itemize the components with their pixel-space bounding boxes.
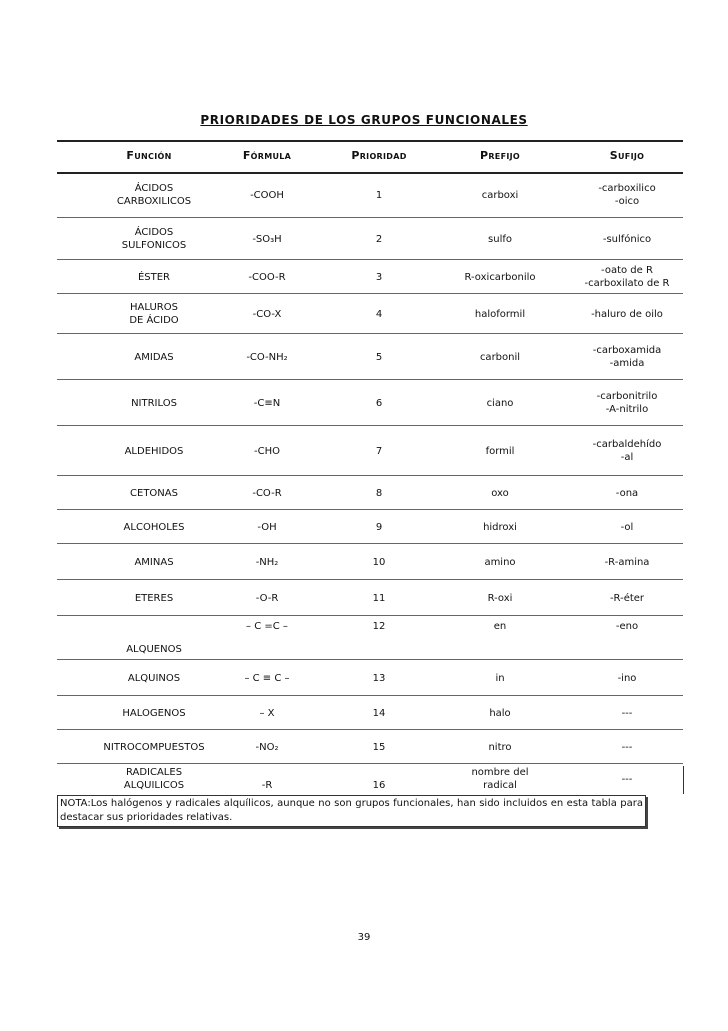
cell-formula (207, 351, 327, 364)
cell-formula (207, 445, 327, 458)
cell-line: -CO-R (252, 488, 282, 499)
cell-sufijo (562, 707, 692, 720)
cell-line: -oato de R (601, 265, 653, 276)
cell-prioridad (319, 521, 439, 534)
cell-line: RADICALES (125, 767, 183, 778)
cell-line: -CHO (254, 446, 280, 457)
cell-line: -O-R (255, 593, 279, 604)
cell-formula (207, 556, 327, 569)
cell-formula (207, 487, 327, 500)
header-prefijo: Prefijo (479, 149, 520, 162)
cell-line: 8 (375, 488, 383, 499)
cell-line: -eno (615, 621, 639, 632)
cell-line: HALOGENOS (122, 708, 186, 719)
cell-line: 3 (375, 272, 383, 283)
cell-line: hidroxi (483, 522, 517, 533)
cell-line: AMIDAS (134, 352, 174, 363)
cell-line: 10 (372, 557, 386, 568)
cell-prioridad (319, 487, 439, 500)
cell-line: – C ≡ C – (244, 673, 290, 684)
cell-line: 15 (372, 742, 386, 753)
cell-formula (207, 592, 327, 605)
cell-line: -R (261, 780, 273, 791)
cell-line: -haluro de oilo (591, 309, 663, 320)
cell-prefijo (437, 620, 563, 633)
cell-sufijo (562, 264, 692, 290)
cell-line: SULFONICOS (121, 240, 187, 251)
cell-sufijo (562, 233, 692, 246)
cell-prioridad (319, 397, 439, 410)
cell-prefijo (437, 397, 563, 410)
header-prioridad: Prioridad (351, 149, 407, 162)
cell-line: ALCOHOLES (123, 522, 185, 533)
cell-line: AMINAS (134, 557, 174, 568)
cell-line: -al (620, 452, 634, 463)
cell-prioridad (319, 707, 439, 720)
cell-prioridad (319, 308, 439, 321)
cell-prefijo (437, 592, 563, 605)
cell-line: -carbonitrilo (596, 391, 658, 402)
cell-line: ETERES (134, 593, 174, 604)
cell-line: ÁCIDOS (134, 227, 174, 238)
cell-line: --- (621, 742, 633, 753)
cell-line: -C≡N (253, 398, 281, 409)
cell-line: en (493, 621, 507, 632)
cell-line: carbonil (479, 352, 521, 363)
cell-line: DE ÁCIDO (129, 315, 179, 326)
cell-line: -carboxamida (592, 345, 662, 356)
cell-line: -ino (617, 673, 637, 684)
cell-formula (207, 707, 327, 720)
cell-line: oxo (491, 488, 509, 499)
cell-line: ÁCIDOS (134, 183, 174, 194)
cell-line: CETONAS (130, 488, 178, 499)
header-sufijo: Sufijo (609, 149, 645, 162)
cell-line: ALDEHIDOS (124, 446, 184, 457)
cell-prefijo (437, 487, 563, 500)
cell-formula (207, 397, 327, 410)
page-title: PRIORIDADES DE LOS GRUPOS FUNCIONALES (200, 113, 528, 127)
cell-formula (207, 741, 327, 754)
cell-line: -sulfónico (602, 234, 652, 245)
cell-line: 5 (375, 352, 383, 363)
cell-line: ALQUINOS (127, 673, 181, 684)
cell-prefijo (437, 308, 563, 321)
table-note: NOTA:Los halógenos y radicales alquílicos, aunque no son grupos funcionales, han sido incluidos en esta tabla para destacar sus prioridades relativas. (57, 795, 646, 827)
cell-line: -carbaldehído (592, 439, 662, 450)
cell-line: -A-nitrilo (605, 404, 649, 415)
cell-prefijo (437, 766, 563, 792)
cell-prioridad (319, 779, 439, 792)
cell-line: haloformil (474, 309, 526, 320)
cell-line: -ol (620, 522, 634, 533)
cell-line: 1 (375, 190, 383, 201)
cell-prefijo (437, 351, 563, 364)
cell-prefijo (437, 556, 563, 569)
table-row (57, 426, 683, 476)
cell-line: -R-éter (609, 593, 645, 604)
table-row (57, 616, 683, 660)
header-funcion: Función (126, 149, 172, 162)
cell-formula (207, 308, 327, 321)
cell-formula (207, 521, 327, 534)
cell-prioridad (319, 271, 439, 284)
cell-line: ÉSTER (137, 272, 171, 283)
table-row (57, 476, 683, 510)
cell-line: 14 (372, 708, 386, 719)
cell-line: radical (483, 780, 517, 791)
table-row (57, 380, 683, 426)
cell-line: formil (485, 446, 515, 457)
cell-line: -CO-NH₂ (246, 352, 288, 363)
cell-line: R-oxicarbonilo (464, 272, 536, 283)
table-row (57, 294, 683, 334)
cell-prefijo (437, 672, 563, 685)
cell-line: -amida (609, 358, 645, 369)
cell-prioridad (319, 556, 439, 569)
cell-prefijo (437, 189, 563, 202)
cell-funcion (79, 643, 229, 656)
cell-line: -R-amina (604, 557, 650, 568)
cell-line: -COO-R (248, 272, 286, 283)
cell-prefijo (437, 445, 563, 458)
cell-prioridad (319, 233, 439, 246)
cell-line: HALUROS (130, 302, 178, 313)
cell-line: -carboxilico (598, 183, 656, 194)
cell-formula (207, 672, 327, 685)
cell-prioridad (319, 445, 439, 458)
cell-sufijo (562, 592, 692, 605)
cell-line: 6 (375, 398, 383, 409)
cell-line: 9 (375, 522, 383, 533)
cell-sufijo (562, 521, 692, 534)
cell-line: amino (484, 557, 516, 568)
cell-sufijo (562, 390, 692, 416)
cell-line: nombre del (471, 767, 529, 778)
cell-line: ALQUENOS (126, 644, 182, 655)
cell-line: -NO₂ (255, 742, 279, 753)
cell-line: -OH (257, 522, 277, 533)
cell-line: -carboxilato de R (584, 278, 670, 289)
table-row (57, 730, 683, 764)
cell-prefijo (437, 741, 563, 754)
cell-line: -NH₂ (255, 557, 279, 568)
cell-line: in (495, 673, 505, 684)
cell-line: NITRILOS (131, 398, 177, 409)
cell-prioridad (319, 672, 439, 685)
cell-formula (207, 271, 327, 284)
cell-prefijo (437, 271, 563, 284)
cell-line: -ona (615, 488, 639, 499)
cell-formula (207, 620, 327, 633)
cell-line: --- (621, 708, 633, 719)
table-row (57, 510, 683, 544)
cell-prefijo (437, 707, 563, 720)
table-row (57, 260, 683, 294)
cell-sufijo (562, 556, 692, 569)
cell-line: – X (259, 708, 275, 719)
cell-line: -oico (614, 196, 640, 207)
cell-line: 2 (375, 234, 383, 245)
table-row (57, 172, 683, 218)
cell-prioridad (319, 741, 439, 754)
cell-line: sulfo (488, 234, 512, 245)
cell-prioridad (319, 620, 439, 633)
cell-line: 16 (372, 780, 386, 791)
table-row (57, 696, 683, 730)
cell-sufijo (562, 438, 692, 464)
cell-sufijo (562, 344, 692, 370)
cell-sufijo (562, 773, 692, 786)
cell-sufijo (562, 182, 692, 208)
cell-line: ciano (486, 398, 514, 409)
cell-line: R-oxi (487, 593, 513, 604)
cell-sufijo (562, 741, 692, 754)
cell-line: ALQUILICOS (123, 780, 185, 791)
cell-line: -COOH (250, 190, 284, 201)
table-row (57, 580, 683, 616)
cell-line: NITROCOMPUESTOS (103, 742, 205, 753)
table-row (57, 544, 683, 580)
cell-line: carboxi (481, 190, 519, 201)
cell-line: 11 (372, 593, 386, 604)
cell-line: --- (621, 774, 633, 785)
table-row (57, 218, 683, 260)
cell-sufijo (562, 308, 692, 321)
cell-prioridad (319, 351, 439, 364)
cell-line: – C =C – (246, 621, 288, 632)
table-right-border (683, 766, 684, 794)
table-row (57, 764, 683, 794)
table-row (57, 334, 683, 380)
cell-prefijo (437, 521, 563, 534)
table-header (57, 140, 683, 174)
cell-line: 4 (375, 309, 383, 320)
cell-line: CARBOXILICOS (116, 196, 192, 207)
cell-prioridad (319, 592, 439, 605)
cell-line: nitro (488, 742, 512, 753)
page-number: 39 (357, 932, 371, 943)
cell-prioridad (319, 189, 439, 202)
cell-prefijo (437, 233, 563, 246)
cell-sufijo (562, 620, 692, 633)
cell-sufijo (562, 672, 692, 685)
table-row (57, 660, 683, 696)
cell-line: -CO-X (252, 309, 282, 320)
cell-line: 7 (375, 446, 383, 457)
cell-formula (207, 779, 327, 792)
cell-line: -SO₃H (252, 234, 282, 245)
cell-line: 13 (372, 673, 386, 684)
header-formula: Fórmula (242, 149, 292, 162)
cell-line: halo (489, 708, 511, 719)
cell-formula (207, 189, 327, 202)
cell-formula (207, 233, 327, 246)
cell-sufijo (562, 487, 692, 500)
cell-line: 12 (372, 621, 386, 632)
